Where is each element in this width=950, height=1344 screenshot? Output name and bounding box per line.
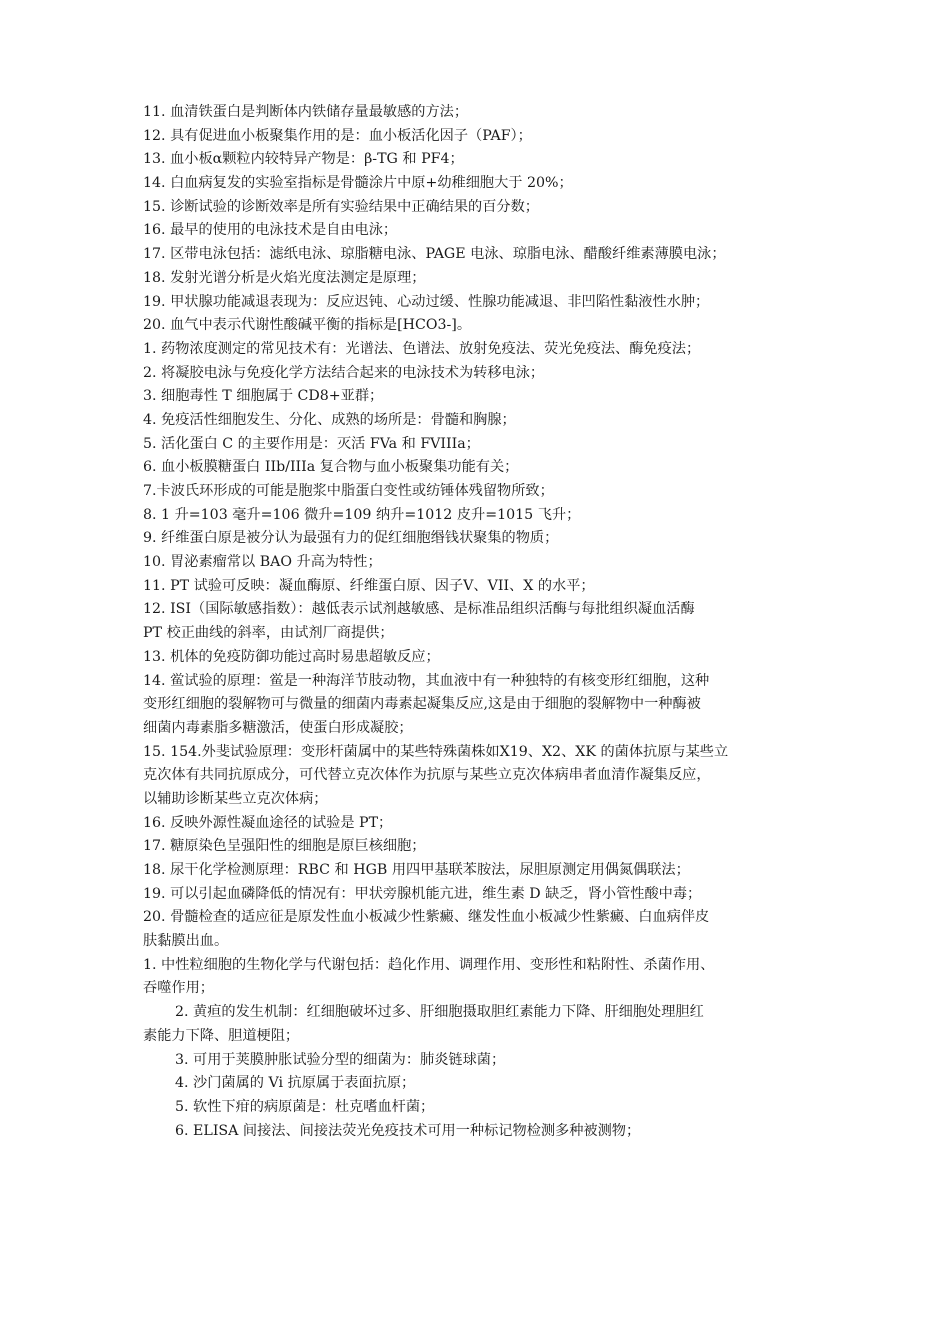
text-line: 17. 区带电泳包括：滤纸电泳、琼脂糖电泳、PAGE 电泳、琼脂电泳、醋酸纤维素薄膜电泳； [143, 246, 726, 263]
text-line: 13. 血小板α颗粒内较特异产物是：β-TG 和 PF4； [143, 151, 464, 168]
text-line: 肤黏膜出血。 [143, 933, 229, 950]
text-line: 变形红细胞的裂解物可与微量的细菌内毒素起凝集反应,这是由于细胞的裂解物中一种酶被 [143, 696, 701, 713]
text-line: 细菌内毒素脂多糖激活，使蛋白形成凝胶； [143, 719, 413, 736]
text-line: 8. 1 升=103 毫升=106 微升=109 纳升=1012 皮升=1015 飞升； [143, 506, 581, 523]
document-body [143, 101, 813, 1143]
text-line: 吞噬作用； [143, 980, 214, 997]
text-line: 素能力下降、胆道梗阻； [143, 1027, 300, 1044]
text-line: 14. 白血病复发的实验室指标是骨髓涂片中原+幼稚细胞大于 20%； [143, 175, 573, 192]
text-line: 6. ELISA 间接法、间接法荧光免疫技术可用一种标记物检测多种被测物； [175, 1122, 641, 1139]
text-line: 以辅助诊断某些立克次体病； [143, 790, 328, 807]
text-line: 11. PT 试验可反映：凝血酶原、纤维蛋白原、因子V、VII、X 的水平； [143, 577, 595, 594]
text-line: 1. 药物浓度测定的常见技术有：光谱法、色谱法、放射免疫法、荧光免疫法、酶免疫法； [143, 340, 701, 357]
text-line: 16. 最早的使用的电泳技术是自由电泳； [143, 222, 398, 239]
text-line: 15. 154.外斐试验原理：变形杆菌属中的某些特殊菌株如X19、X2、XK 的菌体抗原与某些立 [143, 743, 729, 760]
text-line: 4. 免疫活性细胞发生、分化、成熟的场所是：骨髓和胸腺； [143, 411, 516, 428]
text-line: 克次体有共同抗原成分，可代替立克次体作为抗原与某些立克次体病串者血清作凝集反应， [143, 767, 711, 784]
text-line: 18. 发射光谱分析是火焰光度法测定是原理； [143, 269, 426, 286]
text-line: 19. 甲状腺功能减退表现为：反应迟钝、心动过缓、性腺功能减退、非凹陷性黏液性水肿； [143, 293, 710, 310]
text-line: 20. 骨髓检查的适应征是原发性血小板减少性紫癜、继发性血小板减少性紫癜、白血病伴皮 [143, 909, 710, 926]
text-line: 1. 中性粒细胞的生物化学与代谢包括：趋化作用、调理作用、变形性和粘附性、杀菌作用、 [143, 956, 715, 973]
text-line: 5. 软性下疳的病原菌是：杜克嗜血杆菌； [175, 1098, 435, 1115]
text-line: 2. 将凝胶电泳与免疫化学方法结合起来的电泳技术为转移电泳； [143, 364, 545, 381]
text-line: 13. 机体的免疫防御功能过高时易患超敏反应； [143, 648, 440, 665]
text-line: 5. 活化蛋白 C 的主要作用是：灭活 FVa 和 FVIIIa； [143, 435, 480, 452]
text-line: 17. 糖原染色呈强阳性的细胞是原巨核细胞； [143, 838, 426, 855]
text-line: 12. ISI（国际敏感指数）：越低表示试剂越敏感、是标准品组织活酶与每批组织凝血活酶 [143, 601, 695, 618]
text-line: 20. 血气中表示代谢性酸碱平衡的指标是[HCO3-]。 [143, 317, 472, 334]
text-line: 2. 黄疸的发生机制：红细胞破坏过多、肝细胞摄取胆红素能力下降、肝细胞处理胆红 [175, 1004, 704, 1021]
text-line: 6. 血小板膜糖蛋白 IIb/IIIa 复合物与血小板聚集功能有关； [143, 459, 519, 476]
text-line: PT 校正曲线的斜率，由试剂厂商提供； [143, 625, 394, 642]
text-line: 7.卡波氏环形成的可能是胞浆中脂蛋白变性或纺锤体残留物所致； [143, 483, 554, 499]
text-line: 11. 血清铁蛋白是判断体内铁储存量最敏感的方法； [143, 104, 469, 120]
text-line: 15. 诊断试验的诊断效率是所有实验结果中正确结果的百分数； [143, 198, 539, 215]
text-line: 4. 沙门菌属的 Vi 抗原属于表面抗原； [175, 1075, 416, 1092]
text-line: 18. 尿干化学检测原理：RBC 和 HGB 用四甲基联苯胺法，尿胆原测定用偶氮偶联法； [143, 862, 690, 878]
text-line: 19. 可以引起血磷降低的情况有：甲状旁腺机能亢进，维生素 D 缺乏，肾小管性酸中毒； [143, 885, 702, 902]
text-line: 12. 具有促进血小板聚集作用的是：血小板活化因子（PAF）； [143, 127, 532, 144]
text-line: 3. 细胞毒性 T 细胞属于 CD8+亚群； [143, 388, 384, 405]
text-line: 16. 反映外源性凝血途径的试验是 PT； [143, 814, 393, 831]
text-line: 10. 胃泌素瘤常以 BAO 升高为特性； [143, 554, 382, 571]
text-line: 9. 纤维蛋白原是被分认为最强有力的促红细胞缗钱状聚集的物质； [143, 530, 559, 547]
text-line: 14. 鲎试验的原理：鲎是一种海洋节肢动物，其血液中有一种独特的有核变形红细胞，这种 [143, 672, 710, 689]
text-line: 3. 可用于荚膜肿胀试验分型的细菌为：肺炎链球菌； [175, 1051, 506, 1068]
